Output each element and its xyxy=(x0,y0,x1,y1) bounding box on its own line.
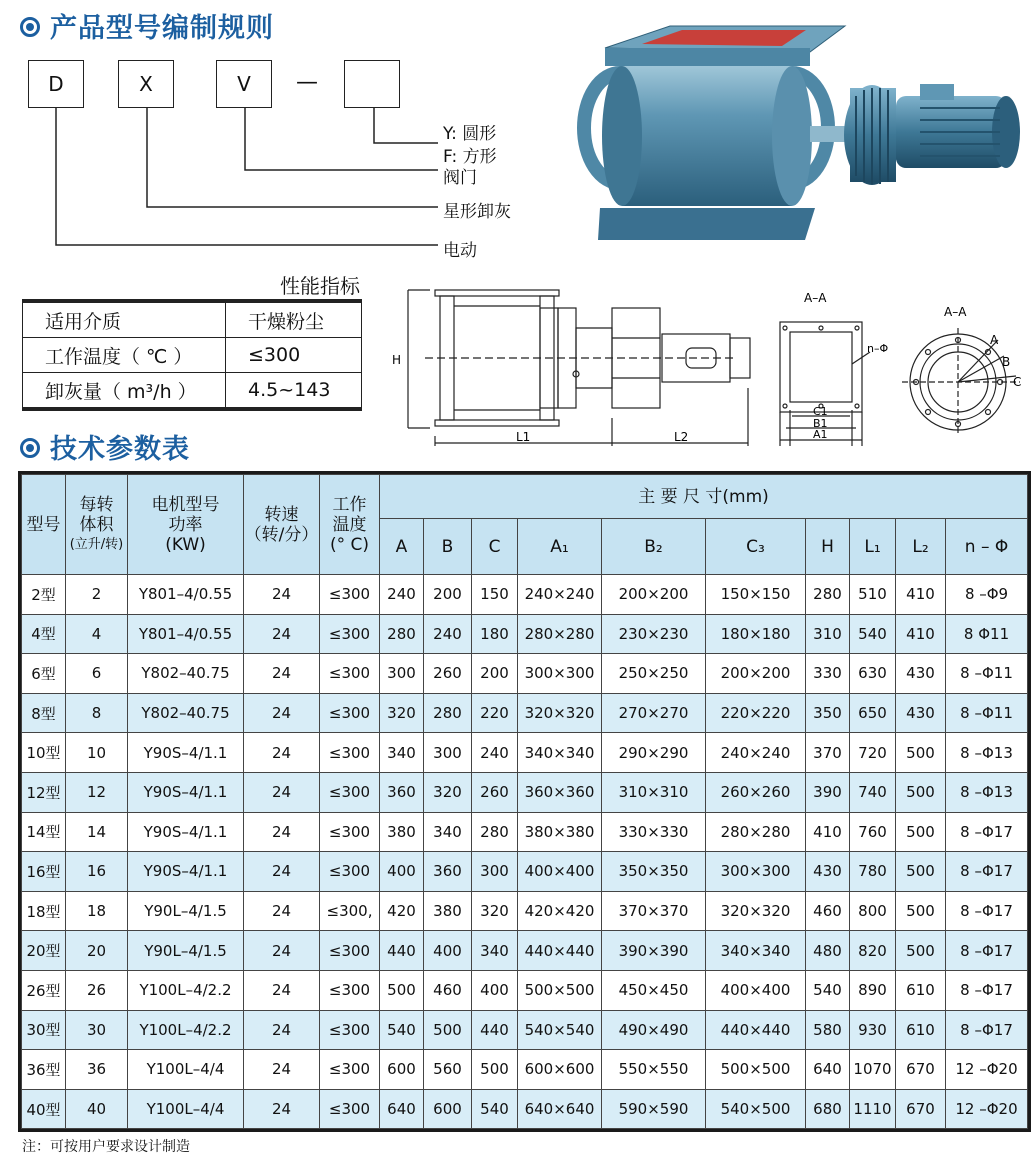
dim-a1: A1 xyxy=(813,428,828,441)
table-cell: 670 xyxy=(896,1089,946,1129)
table-cell: 1110 xyxy=(850,1089,896,1129)
table-cell: 420 xyxy=(380,891,424,931)
table-cell: 24 xyxy=(244,772,320,812)
table-row xyxy=(22,654,1028,694)
table-cell: 24 xyxy=(244,1089,320,1129)
table-cell: 500 xyxy=(896,772,946,812)
header-dim: B xyxy=(424,519,472,575)
table-cell: 24 xyxy=(244,931,320,971)
table-cell: 930 xyxy=(850,1010,896,1050)
table-cell: 420×420 xyxy=(518,891,602,931)
table-cell: Y90L–4/1.5 xyxy=(128,891,244,931)
table-cell: Y802–40.75 xyxy=(128,693,244,733)
table-cell: 10 xyxy=(66,733,128,773)
table-cell: 240 xyxy=(424,614,472,654)
code-label-round: Y: 圆形 xyxy=(443,124,497,144)
code-box-x: X xyxy=(118,60,174,108)
table-cell: 16型 xyxy=(22,852,66,892)
table-cell: ≤300 xyxy=(320,970,380,1010)
table-cell: 630 xyxy=(850,654,896,694)
table-cell: Y100L–4/2.2 xyxy=(128,1010,244,1050)
dim-a-label: A xyxy=(990,333,999,347)
table-cell: 600 xyxy=(380,1050,424,1090)
table-cell: 360×360 xyxy=(518,772,602,812)
dim-b-label: B xyxy=(1002,355,1011,369)
section-title-tech-params: 技术参数表 xyxy=(20,427,190,466)
code-connector-lines xyxy=(0,0,460,260)
dim-b1: B1 xyxy=(813,417,828,430)
footnote: 注：可按用户要求设计制造 xyxy=(22,1139,190,1155)
table-cell: 540 xyxy=(850,614,896,654)
table-cell: ≤300 xyxy=(320,931,380,971)
table-cell: 300 xyxy=(472,852,518,892)
table-cell: 340 xyxy=(380,733,424,773)
table-row xyxy=(22,1010,1028,1050)
table-cell: 8 –Φ13 xyxy=(946,772,1028,812)
table-cell: 460 xyxy=(806,891,850,931)
table-cell: 10型 xyxy=(22,733,66,773)
table-cell: 340×340 xyxy=(706,931,806,971)
table-cell: ≤300 xyxy=(320,693,380,733)
table-cell: 430 xyxy=(896,693,946,733)
table-cell: 500 xyxy=(424,1010,472,1050)
table-cell: 560 xyxy=(424,1050,472,1090)
table-cell: 24 xyxy=(244,614,320,654)
table-cell: 18型 xyxy=(22,891,66,931)
table-cell: ≤300 xyxy=(320,654,380,694)
table-cell: 240×240 xyxy=(706,733,806,773)
table-cell: 460 xyxy=(424,970,472,1010)
table-cell: 540 xyxy=(380,1010,424,1050)
table-cell: 4型 xyxy=(22,614,66,654)
table-cell: 780 xyxy=(850,852,896,892)
circle-bullet-icon xyxy=(20,438,40,458)
table-cell: 320×320 xyxy=(518,693,602,733)
table-cell: 8 –Φ9 xyxy=(946,575,1028,615)
table-cell: Y90L–4/1.5 xyxy=(128,931,244,971)
spec-table xyxy=(21,474,1028,1129)
table-cell: 650 xyxy=(850,693,896,733)
table-cell: 4 xyxy=(66,614,128,654)
table-cell: 540×540 xyxy=(518,1010,602,1050)
table-cell: 240 xyxy=(472,733,518,773)
table-cell: ≤300 xyxy=(320,1050,380,1090)
table-cell: 180 xyxy=(472,614,518,654)
header-motor: 电机型号 功率 (KW) xyxy=(128,475,244,575)
table-cell: ≤300 xyxy=(320,733,380,773)
perf-value: 4.5~143 xyxy=(226,373,362,410)
table-row xyxy=(22,812,1028,852)
table-cell: 800 xyxy=(850,891,896,931)
table-cell: 340 xyxy=(472,931,518,971)
perf-title: 性能指标 xyxy=(280,274,360,298)
dim-h: H xyxy=(392,353,402,367)
table-cell: 320 xyxy=(472,891,518,931)
header-dim: n – Φ xyxy=(946,519,1028,575)
table-cell: 500 xyxy=(896,812,946,852)
table-cell: 340×340 xyxy=(518,733,602,773)
table-cell: 890 xyxy=(850,970,896,1010)
table-cell: 740 xyxy=(850,772,896,812)
table-cell: 640 xyxy=(806,1050,850,1090)
header-dim: C₃ xyxy=(706,519,806,575)
table-cell: 640 xyxy=(380,1089,424,1129)
table-cell: 250×250 xyxy=(602,654,706,694)
section-aa-square: A–A xyxy=(804,291,827,305)
perf-label: 适用介质 xyxy=(23,301,226,338)
table-cell: 590×590 xyxy=(602,1089,706,1129)
table-cell: 280×280 xyxy=(518,614,602,654)
table-cell: 24 xyxy=(244,575,320,615)
table-cell: 24 xyxy=(244,733,320,773)
table-cell: 14 xyxy=(66,812,128,852)
table-cell: 320 xyxy=(424,772,472,812)
code-label-valve: 阀门 xyxy=(443,168,477,188)
table-cell: 410 xyxy=(896,614,946,654)
table-cell: 40 xyxy=(66,1089,128,1129)
table-cell: 350 xyxy=(806,693,850,733)
table-cell: 540 xyxy=(806,970,850,1010)
table-cell: 670 xyxy=(896,1050,946,1090)
table-cell: 16 xyxy=(66,852,128,892)
header-dim: A₁ xyxy=(518,519,602,575)
table-cell: 400×400 xyxy=(518,852,602,892)
table-cell: 400 xyxy=(472,970,518,1010)
table-cell: 480 xyxy=(806,931,850,971)
table-cell: 500 xyxy=(896,733,946,773)
table-cell: 410 xyxy=(806,812,850,852)
table-cell: 430 xyxy=(896,654,946,694)
table-cell: 430 xyxy=(806,852,850,892)
code-box-v: V xyxy=(216,60,272,108)
table-cell: 320×320 xyxy=(706,891,806,931)
table-cell: 340 xyxy=(424,812,472,852)
table-cell: 8 –Φ11 xyxy=(946,693,1028,733)
table-cell: Y90S–4/1.1 xyxy=(128,733,244,773)
table-cell: 18 xyxy=(66,891,128,931)
rotary-valve-photo xyxy=(560,18,1030,246)
table-cell: 440 xyxy=(472,1010,518,1050)
table-cell: 200×200 xyxy=(706,654,806,694)
table-cell: 26 xyxy=(66,970,128,1010)
header-dim: C xyxy=(472,519,518,575)
table-cell: 350×350 xyxy=(602,852,706,892)
table-cell: 200 xyxy=(424,575,472,615)
table-cell: 8 xyxy=(66,693,128,733)
table-cell: 240×240 xyxy=(518,575,602,615)
table-cell: ≤300 xyxy=(320,1089,380,1129)
technical-drawing xyxy=(390,278,1030,453)
table-cell: ≤300, xyxy=(320,891,380,931)
table-cell: 8 Φ11 xyxy=(946,614,1028,654)
table-row xyxy=(22,1089,1028,1129)
dim-c1: C1 xyxy=(813,405,828,418)
table-cell: 540 xyxy=(472,1089,518,1129)
table-cell: 6 xyxy=(66,654,128,694)
table-cell: 8型 xyxy=(22,693,66,733)
perf-label: 卸灰量（ m³/h ） xyxy=(23,373,226,410)
table-cell: Y100L–4/2.2 xyxy=(128,970,244,1010)
code-label-square: F: 方形 xyxy=(443,147,497,167)
table-cell: 24 xyxy=(244,1010,320,1050)
table-cell: Y90S–4/1.1 xyxy=(128,852,244,892)
table-cell: 220×220 xyxy=(706,693,806,733)
table-cell: 550×550 xyxy=(602,1050,706,1090)
table-cell: 8 –Φ17 xyxy=(946,1010,1028,1050)
table-cell: 240 xyxy=(380,575,424,615)
table-cell: 270×270 xyxy=(602,693,706,733)
table-cell: 370 xyxy=(806,733,850,773)
table-cell: 400 xyxy=(424,931,472,971)
table-cell: 6型 xyxy=(22,654,66,694)
table-row xyxy=(22,575,1028,615)
table-cell: 280 xyxy=(380,614,424,654)
table-cell: 14型 xyxy=(22,812,66,852)
table-cell: 12型 xyxy=(22,772,66,812)
table-cell: 330×330 xyxy=(602,812,706,852)
table-cell: 370×370 xyxy=(602,891,706,931)
table-cell: 450×450 xyxy=(602,970,706,1010)
table-cell: ≤300 xyxy=(320,1010,380,1050)
table-cell: 8 –Φ17 xyxy=(946,970,1028,1010)
dim-c-label: C xyxy=(1013,375,1022,389)
table-cell: 500 xyxy=(896,891,946,931)
table-cell: 760 xyxy=(850,812,896,852)
table-cell: 300×300 xyxy=(706,852,806,892)
table-cell: 610 xyxy=(896,970,946,1010)
table-cell: 260 xyxy=(472,772,518,812)
table-cell: 8 –Φ17 xyxy=(946,812,1028,852)
table-cell: 20型 xyxy=(22,931,66,971)
table-row xyxy=(22,1050,1028,1090)
table-cell: 24 xyxy=(244,970,320,1010)
header-model: 型号 xyxy=(22,475,66,575)
table-row xyxy=(22,931,1028,971)
table-cell: Y90S–4/1.1 xyxy=(128,812,244,852)
table-cell: 600×600 xyxy=(518,1050,602,1090)
table-cell: 300 xyxy=(424,733,472,773)
table-cell: 720 xyxy=(850,733,896,773)
perf-table xyxy=(22,299,362,411)
table-cell: 440×440 xyxy=(518,931,602,971)
header-temp: 工作 温度 (° C) xyxy=(320,475,380,575)
header-dim: L₁ xyxy=(850,519,896,575)
table-cell: 500×500 xyxy=(518,970,602,1010)
table-cell: 280 xyxy=(806,575,850,615)
perf-row xyxy=(23,373,362,410)
table-cell: 390 xyxy=(806,772,850,812)
code-label-star: 星形卸灰 xyxy=(443,202,511,222)
header-dim: L₂ xyxy=(896,519,946,575)
table-cell: Y801–4/0.55 xyxy=(128,614,244,654)
table-row xyxy=(22,772,1028,812)
table-row xyxy=(22,852,1028,892)
table-cell: 24 xyxy=(244,1050,320,1090)
table-cell: 12 xyxy=(66,772,128,812)
table-cell: 300 xyxy=(380,654,424,694)
table-cell: Y802–40.75 xyxy=(128,654,244,694)
table-cell: Y801–4/0.55 xyxy=(128,575,244,615)
table-cell: 380×380 xyxy=(518,812,602,852)
table-cell: 8 –Φ17 xyxy=(946,931,1028,971)
table-cell: 26型 xyxy=(22,970,66,1010)
table-cell: ≤300 xyxy=(320,812,380,852)
table-cell: 510 xyxy=(850,575,896,615)
table-cell: 200×200 xyxy=(602,575,706,615)
table-cell: 500 xyxy=(472,1050,518,1090)
header-speed: 转速 （转/分） xyxy=(244,475,320,575)
table-cell: 180×180 xyxy=(706,614,806,654)
table-cell: 300×300 xyxy=(518,654,602,694)
table-cell: 400 xyxy=(380,852,424,892)
table-cell: 150 xyxy=(472,575,518,615)
table-cell: 36 xyxy=(66,1050,128,1090)
table-cell: 2型 xyxy=(22,575,66,615)
table-cell: Y100L–4/4 xyxy=(128,1050,244,1090)
table-row xyxy=(22,614,1028,654)
table-cell: 150×150 xyxy=(706,575,806,615)
table-cell: 260 xyxy=(424,654,472,694)
table-cell: 310 xyxy=(806,614,850,654)
table-cell: 360 xyxy=(424,852,472,892)
table-cell: 400×400 xyxy=(706,970,806,1010)
header-dim: H xyxy=(806,519,850,575)
table-cell: 640×640 xyxy=(518,1089,602,1129)
table-cell: 610 xyxy=(896,1010,946,1050)
table-cell: 280×280 xyxy=(706,812,806,852)
table-cell: 410 xyxy=(896,575,946,615)
table-cell: ≤300 xyxy=(320,852,380,892)
table-cell: 540×500 xyxy=(706,1089,806,1129)
table-cell: 24 xyxy=(244,812,320,852)
table-cell: 230×230 xyxy=(602,614,706,654)
table-cell: 200 xyxy=(472,654,518,694)
header-dim: A xyxy=(380,519,424,575)
table-cell: 1070 xyxy=(850,1050,896,1090)
table-cell: Y100L–4/4 xyxy=(128,1089,244,1129)
code-label-electric: 电动 xyxy=(443,241,477,261)
table-cell: 820 xyxy=(850,931,896,971)
table-cell: 24 xyxy=(244,891,320,931)
table-cell: 280 xyxy=(424,693,472,733)
table-cell: 500 xyxy=(380,970,424,1010)
table-cell: ≤300 xyxy=(320,614,380,654)
table-cell: 360 xyxy=(380,772,424,812)
table-cell: 30 xyxy=(66,1010,128,1050)
table-cell: ≤300 xyxy=(320,772,380,812)
perf-label: 工作温度（ ℃ ） xyxy=(23,338,226,373)
table-cell: 680 xyxy=(806,1089,850,1129)
table-cell: 20 xyxy=(66,931,128,971)
table-row xyxy=(22,693,1028,733)
table-cell: 490×490 xyxy=(602,1010,706,1050)
table-cell: 2 xyxy=(66,575,128,615)
table-cell: 580 xyxy=(806,1010,850,1050)
table-cell: 500 xyxy=(896,931,946,971)
dim-n-phi: n–Φ xyxy=(867,342,889,355)
table-cell: 12 –Φ20 xyxy=(946,1089,1028,1129)
table-cell: 330 xyxy=(806,654,850,694)
header-volume: 每转 体积 (立升/转) xyxy=(66,475,128,575)
table-cell: 380 xyxy=(424,891,472,931)
table-cell: 30型 xyxy=(22,1010,66,1050)
table-cell: 390×390 xyxy=(602,931,706,971)
perf-row xyxy=(23,301,362,338)
table-cell: 280 xyxy=(472,812,518,852)
table-cell: 24 xyxy=(244,693,320,733)
table-cell: 40型 xyxy=(22,1089,66,1129)
table-row xyxy=(22,733,1028,773)
table-cell: 220 xyxy=(472,693,518,733)
table-cell: 290×290 xyxy=(602,733,706,773)
table-cell: 36型 xyxy=(22,1050,66,1090)
table-cell: 8 –Φ17 xyxy=(946,891,1028,931)
header-dim: B₂ xyxy=(602,519,706,575)
header-main-dims: 主 要 尺 寸(mm) xyxy=(380,475,1028,519)
table-cell: 440×440 xyxy=(706,1010,806,1050)
code-dash: — xyxy=(296,70,318,95)
section-aa-round: A–A xyxy=(944,305,967,319)
table-cell: 500 xyxy=(896,852,946,892)
table-cell: 440 xyxy=(380,931,424,971)
dim-l1: L1 xyxy=(516,430,531,444)
table-cell: 310×310 xyxy=(602,772,706,812)
table-row xyxy=(22,891,1028,931)
table-cell: 320 xyxy=(380,693,424,733)
table-cell: 24 xyxy=(244,852,320,892)
table-cell: 500×500 xyxy=(706,1050,806,1090)
table-cell: 8 –Φ11 xyxy=(946,654,1028,694)
table-cell: 260×260 xyxy=(706,772,806,812)
perf-row xyxy=(23,338,362,373)
perf-value: ≤300 xyxy=(226,338,362,373)
table-cell: ≤300 xyxy=(320,575,380,615)
spec-table-body xyxy=(22,575,1028,1129)
table-cell: 600 xyxy=(424,1089,472,1129)
table-cell: 12 –Φ20 xyxy=(946,1050,1028,1090)
perf-value: 干燥粉尘 xyxy=(226,301,362,338)
table-cell: 380 xyxy=(380,812,424,852)
table-row xyxy=(22,970,1028,1010)
table-cell: 24 xyxy=(244,654,320,694)
table-cell: 8 –Φ13 xyxy=(946,733,1028,773)
dim-l2: L2 xyxy=(674,430,689,444)
code-box-d: D xyxy=(28,60,84,108)
table-cell: Y90S–4/1.1 xyxy=(128,772,244,812)
section-title-model-rules: 产品型号编制规则 xyxy=(20,6,274,45)
table-cell: 8 –Φ17 xyxy=(946,852,1028,892)
